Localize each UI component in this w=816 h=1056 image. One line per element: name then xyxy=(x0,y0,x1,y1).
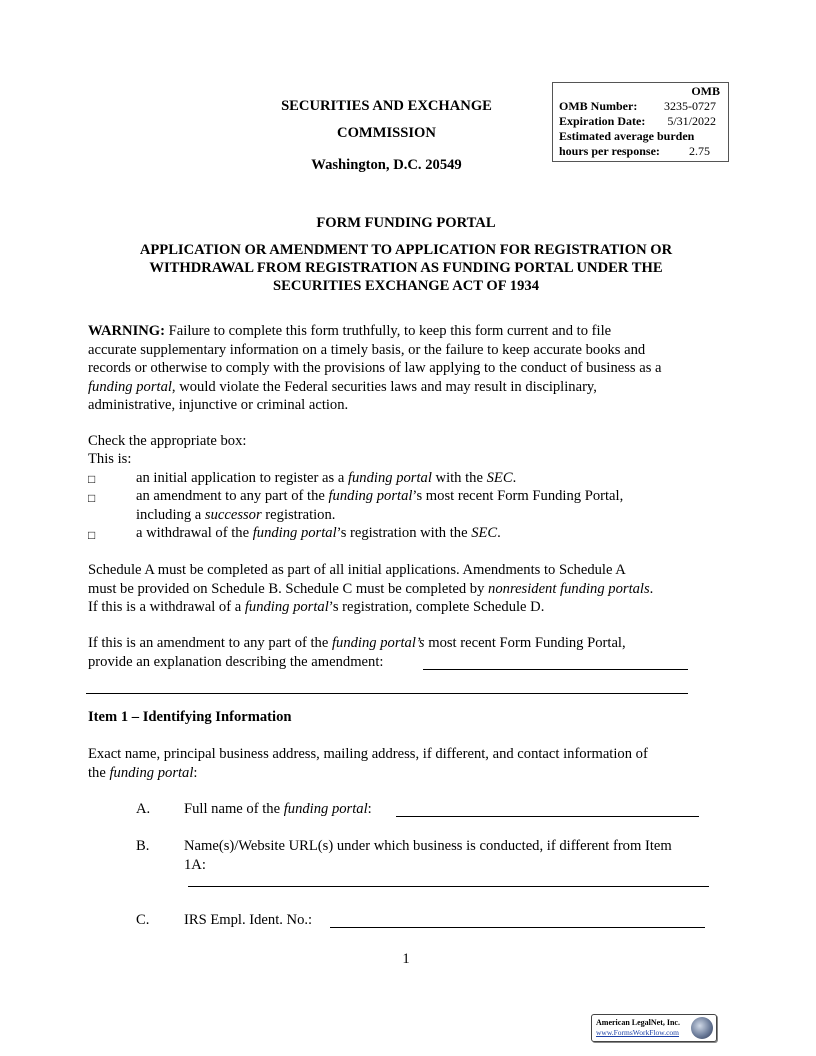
omb-number-label: OMB Number: xyxy=(559,99,638,113)
item1b-text-line-1: Name(s)/Website URL(s) under which business is conducted, if different from Item xyxy=(184,838,672,854)
item1c-label: IRS Empl. Ident. No.: xyxy=(184,912,313,928)
item1a-full-name-field[interactable] xyxy=(396,816,699,817)
item1a-text: Full name of the xyxy=(184,801,284,817)
item1-intro-line-1: Exact name, principal business address, mailing address, if different, and contact information of xyxy=(88,746,648,762)
opt3-text: a withdrawal of the xyxy=(136,525,253,541)
item1-intro xyxy=(88,745,724,782)
item1b-text-line-2: 1A: xyxy=(184,856,206,873)
opt1-text: an initial application to register as a xyxy=(136,470,348,486)
warning-term-funding-portal: funding portal xyxy=(88,378,172,395)
item1-intro-term: funding portal xyxy=(109,764,194,781)
opt1-text-2: with the xyxy=(431,470,487,486)
schedules-line-3: If this is a withdrawal of a xyxy=(88,599,245,615)
page-number: 1 xyxy=(402,951,410,967)
opt2-text-3: including a xyxy=(136,506,205,523)
check-this-is: This is: xyxy=(88,451,132,467)
schedules-line-3-end: ’s registration, complete Schedule D. xyxy=(328,599,545,615)
item1a-label xyxy=(184,800,372,819)
amendment-explanation-field-2[interactable] xyxy=(86,693,688,694)
checkbox-amendment[interactable]: □ xyxy=(88,491,96,505)
schedules-line-1: Schedule A must be completed as part of all initial applications. Amendments to Schedule A xyxy=(88,562,626,578)
omb-expiration-value: 5/31/2022 xyxy=(667,114,716,128)
agency-line-1: SECURITIES AND EXCHANGE xyxy=(281,98,492,114)
warning-line-1: Failure to complete this form truthfully, to keep this form current and to file xyxy=(165,323,612,339)
form-title-line-3: SECURITIES EXCHANGE ACT OF 1934 xyxy=(273,278,539,294)
item1a-colon: : xyxy=(367,801,372,817)
warning-line-3: records or otherwise to comply with the provisions of law applying to the conduct of business as a xyxy=(88,360,662,376)
item1-intro-line-2: the xyxy=(88,764,110,781)
option-initial-application xyxy=(136,469,696,488)
opt2-text-4: registration. xyxy=(261,506,336,523)
omb-number-value: 3235-0727 xyxy=(664,99,716,113)
globe-icon xyxy=(691,1017,713,1039)
opt2-successor: successor xyxy=(204,506,262,523)
opt3-text-2: ’s registration with the xyxy=(336,525,472,541)
agency-line-2: COMMISSION xyxy=(337,125,436,141)
item1a-term: funding portal xyxy=(283,801,368,817)
opt3-term: funding portal xyxy=(252,525,337,541)
warning-line-2: accurate supplementary information on a timely basis, or the failure to keep accurate books and xyxy=(88,341,646,358)
option-withdrawal xyxy=(136,524,696,543)
form-title-line-1: APPLICATION OR AMENDMENT TO APPLICATION FOR REGISTRATION OR xyxy=(139,242,673,258)
schedules-line-2: must be provided on Schedule B. Schedule C must be completed by xyxy=(88,580,489,597)
footer-company: American LegalNet, Inc. xyxy=(596,1018,680,1027)
item1-heading: Item 1 – Identifying Information xyxy=(88,709,292,725)
item1b-letter: B. xyxy=(136,838,150,854)
omb-number-row xyxy=(559,99,722,115)
checkbox-withdrawal[interactable]: □ xyxy=(88,528,96,542)
form-name: FORM FUNDING PORTAL xyxy=(316,215,496,231)
omb-header: OMB xyxy=(691,84,720,98)
checkbox-initial-application[interactable]: □ xyxy=(88,472,96,486)
agency-line-3: Washington, D.C. 20549 xyxy=(311,157,462,173)
warning-label: WARNING: xyxy=(88,323,166,339)
omb-expiration-label: Expiration Date: xyxy=(559,114,646,128)
footer-logo xyxy=(591,1014,717,1042)
amendment-line-2: provide an explanation describing the amendment: xyxy=(88,653,384,670)
amendment-line-1-end: most recent Form Funding Portal, xyxy=(424,635,626,651)
opt2-term: funding portal xyxy=(328,488,413,504)
schedules-term-nonresident: nonresident funding portals xyxy=(488,580,650,597)
amendment-term: funding portal’s xyxy=(331,635,425,651)
omb-burden-label-1: Estimated average burden xyxy=(559,129,695,143)
item1b-business-names-field[interactable] xyxy=(188,886,709,887)
opt3-period: . xyxy=(497,525,501,541)
omb-box xyxy=(552,82,729,162)
warning-line-4: , would violate the Federal securities laws and may result in disciplinary, xyxy=(171,378,597,395)
opt2-text: an amendment to any part of the xyxy=(136,488,329,504)
item1b-label xyxy=(184,837,724,874)
schedules-line-2-end: . xyxy=(649,580,654,597)
amendment-line-1: If this is an amendment to any part of the xyxy=(88,635,332,651)
warning-paragraph xyxy=(88,322,724,415)
omb-burden-value: 2.75 xyxy=(689,144,710,158)
omb-burden-row xyxy=(559,144,722,160)
warning-line-5: administrative, injunctive or criminal action. xyxy=(88,397,349,413)
opt1-term: funding portal xyxy=(347,470,432,486)
opt3-sec: SEC xyxy=(471,525,498,541)
opt2-text-2: ’s most recent Form Funding Portal, xyxy=(412,488,624,504)
amendment-explanation-field-1[interactable] xyxy=(423,669,688,670)
check-instruction: Check the appropriate box: xyxy=(88,433,247,449)
item1a-letter: A. xyxy=(136,801,151,817)
item1c-letter: C. xyxy=(136,912,150,928)
option-amendment xyxy=(136,487,696,524)
opt1-sec: SEC xyxy=(486,470,513,486)
schedules-paragraph xyxy=(88,561,724,617)
footer-url[interactable]: www.FormsWorkFlow.com xyxy=(596,1028,680,1037)
omb-burden-label-2: hours per response: xyxy=(559,144,660,158)
opt1-period: . xyxy=(512,470,517,486)
omb-expiration-row xyxy=(559,114,722,130)
schedules-term-funding-portal: funding portal xyxy=(244,599,329,615)
amendment-paragraph xyxy=(88,634,724,671)
form-title-line-2: WITHDRAWAL FROM REGISTRATION AS FUNDING PORTAL UNDER THE xyxy=(149,260,663,276)
item1-intro-colon: : xyxy=(193,764,198,781)
item1c-irs-number-field[interactable] xyxy=(330,927,705,928)
